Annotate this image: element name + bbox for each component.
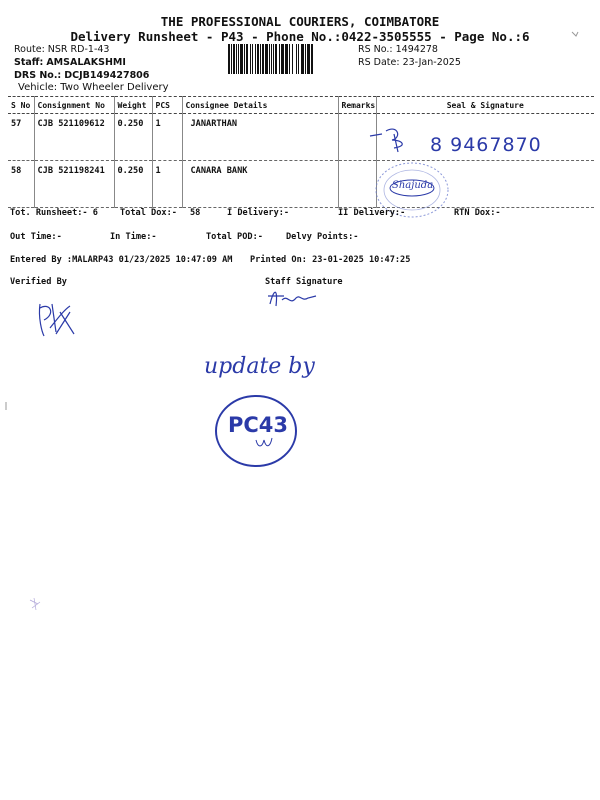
- delvy-points: Delvy Points:-: [286, 232, 359, 242]
- row-weight: 0.250: [114, 161, 152, 208]
- verified-by-label: Verified By: [10, 277, 67, 287]
- row-remarks: [338, 161, 376, 208]
- signature-scribble-row57: [368, 126, 428, 156]
- update-by-note: update by: [204, 354, 315, 379]
- rs-date: RS Date: 23-Jan-2025: [358, 57, 461, 68]
- rs-number: RS No.: 1494278: [358, 44, 438, 55]
- margin-mark-left: [4, 400, 10, 412]
- verified-by-signature: [34, 298, 84, 342]
- total-dox-label: Total Dox:-: [120, 208, 177, 218]
- row-pcs: 1: [152, 161, 182, 208]
- total-runsheet: Tot. Runsheet:- 6: [10, 208, 98, 218]
- signature-phone-row57: 8 9467870: [430, 134, 542, 156]
- entered-by: Entered By :MALARP43 01/23/2025 10:47:09 AM: [10, 255, 233, 265]
- row-consignment: CJB 521198241: [34, 161, 114, 208]
- out-time: Out Time:-: [10, 232, 62, 242]
- barcode-gap: [313, 44, 314, 74]
- rtn-dox: RTN Dox:-: [454, 208, 501, 218]
- table-header-row: [8, 97, 594, 114]
- drs-number: DCJB149427806: [64, 70, 150, 81]
- row-consignee: JANARTHAN: [182, 114, 338, 161]
- row-sno: 58: [8, 161, 34, 208]
- col-consignee: Consignee Details: [182, 97, 338, 114]
- col-weight: Weight: [114, 97, 152, 114]
- drs-line: [14, 70, 149, 81]
- vehicle-label: Vehicle: Two Wheeler Delivery: [18, 82, 169, 93]
- col-pcs: PCS: [152, 97, 182, 114]
- corner-mark: [570, 30, 580, 38]
- table-row: [8, 161, 594, 208]
- signature-row58: Shajuda: [392, 180, 434, 191]
- row-pcs: 1: [152, 114, 182, 161]
- drs-label: DRS No.:: [14, 70, 62, 81]
- company-title: THE PROFESSIONAL COURIERS, COIMBATORE: [160, 14, 440, 29]
- runsheet-subtitle: Delivery Runsheet - P43 - Phone No.:0422-3505555 - Page No.:6: [70, 29, 530, 44]
- ii-delivery: II Delivery:-: [338, 208, 406, 218]
- col-sno: S No: [8, 97, 34, 114]
- in-time: In Time:-: [110, 232, 157, 242]
- total-dox-value: 58: [190, 208, 201, 218]
- row-weight: 0.250: [114, 114, 152, 161]
- signature-underline-row58: [388, 178, 438, 198]
- barcode: [228, 44, 352, 74]
- staff-name: AMSALAKSHMI: [46, 57, 126, 68]
- col-remarks: Remarks: [338, 97, 376, 114]
- staff-line: [14, 57, 126, 68]
- row-consignee: CANARA BANK: [182, 161, 338, 208]
- total-pod: Total POD:-: [206, 232, 263, 242]
- staff-label: Staff:: [14, 57, 44, 68]
- row-consignment: CJB 521109612: [34, 114, 114, 161]
- stamp-initials-scribble: [254, 434, 280, 454]
- printed-on: Printed On: 23-01-2025 10:47:25: [250, 255, 411, 265]
- col-seal-signature: Seal & Signature: [376, 97, 594, 114]
- route-label: Route: NSR RD-1-43: [14, 44, 110, 55]
- staff-signature-label: Staff Signature: [265, 277, 343, 287]
- i-delivery: I Delivery:-: [227, 208, 290, 218]
- row-sno: 57: [8, 114, 34, 161]
- margin-mark-bottom: [28, 596, 42, 612]
- col-consignment: Consignment No: [34, 97, 114, 114]
- staff-signature-scribble: [262, 284, 322, 314]
- pc43-stamp-text: PC43: [228, 413, 289, 437]
